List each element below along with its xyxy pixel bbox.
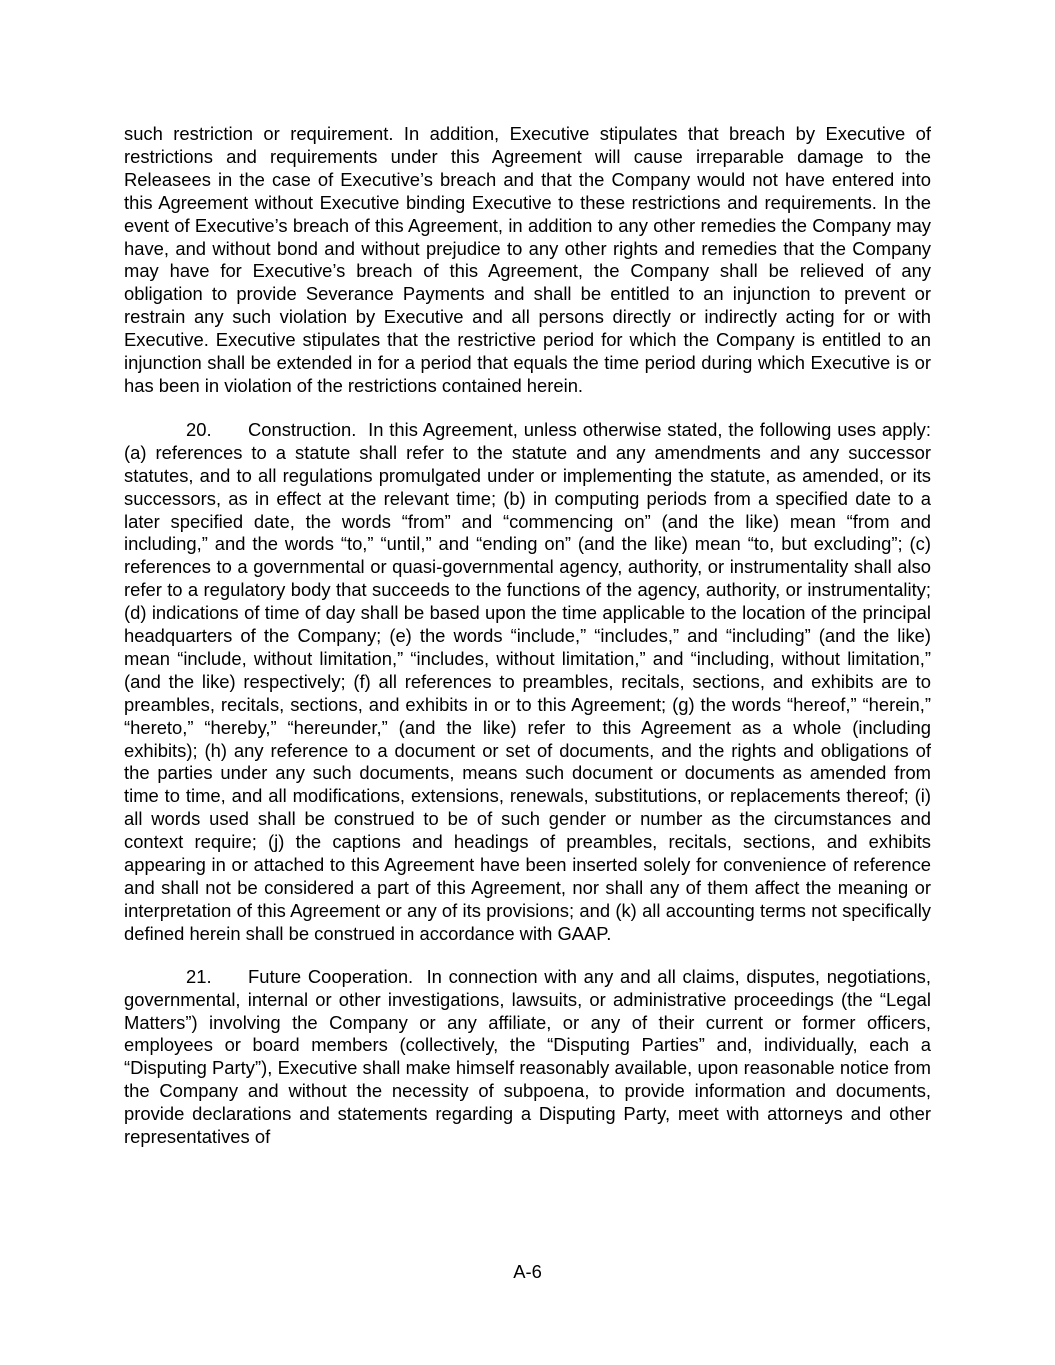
section-20-heading: Construction. <box>248 418 357 440</box>
section-20-number: 20. <box>186 418 212 440</box>
section-21-body: In connection with any and all claims, disputes, negotiations, governmental, internal or other investigations, lawsuits, or administrative proceedings (the “Legal Matters”) involving the Company or any affiliate, or any of their current or former officers, employees or board members (collectively, the “Disputing Parties” and, individually, each a “Disputing Party”), Executive shall make himself reasonably available, upon reasonable notice from the Company and without the necessity of subpoena, to provide information and documents, provide declarations and statements regarding a Disputing Party, meet with attorneys and other representatives of <box>124 965 931 1148</box>
section-21-number: 21. <box>186 965 212 987</box>
page-number: A-6 <box>513 1261 542 1282</box>
section-20-paragraph <box>124 419 931 946</box>
section-21-paragraph <box>124 966 931 1149</box>
carryover-paragraph: such restriction or requirement. In addition, Executive stipulates that breach by Executive of restrictions and requirements under this Agreement will cause irreparable damage to the Releasees in the case of Executive’s breach and that the Company would not have entered into this Agreement without Executive binding Executive to these restrictions and requirements. In the event of Executive’s breach of this Agreement, in addition to any other remedies the Company may have, and without bond and without prejudice to any other rights and remedies that the Company may have for Executive’s breach of this Agreement, the Company shall be relieved of any obligation to provide Severance Payments and shall be entitled to an injunction to prevent or restrain any such violation by Executive and all persons directly or indirectly acting for or with Executive. Executive stipulates that the restrictive period for which the Company is entitled to an injunction shall be extended in for a period that equals the time period during which Executive is or has been in violation of the restrictions contained herein. <box>124 123 931 396</box>
section-20-body: In this Agreement, unless otherwise stated, the following uses apply: (a) references to a statute shall refer to the statute and any amendments and any successor statutes, and to all regulations promulgated under or implementing the statute, as amended, or its successors, as in effect at the relevant time; (b) in computing periods from a specified date to a later specified date, the words “from” and “commencing on” (and the like) mean “from and including,” and the words “to,” “until,” and “ending on” (and the like) mean “to, but excluding”; (c) references to a governmental or quasi-governmental agency, authority, or instrumentality shall also refer to a regulatory body that succeeds to the functions of the agency, authority, or instrumentality; (d) indications of time of day shall be based upon the time applicable to the location of the principal headquarters of the Company; (e) the words “include,” “includes,” and “including” (and the like) mean “include, without limitation,” “includes, without limitation,” and “including, without limitation,” (and the like) respectively; (f) all references to preambles, recitals, sections, and exhibits are to preambles, recitals, sections, and exhibits in or to this Agreement; (g) the words “hereof,” “herein,” “hereto,” “hereby,” “hereunder,” (and the like) refer to this Agreement as a whole (including exhibits); (h) any reference to a document or set of documents, and the rights and obligations of the parties under any such documents, means such document or documents as amended from time to time, and all modifications, extensions, renewals, substitutions, or replacements thereof; (i) all words used shall be construed to be of such gender or number as the circumstances and context require; (j) the captions and headings of preambles, recitals, sections, and exhibits appearing in or attached to this Agreement have been inserted solely for convenience of reference and shall not be considered a part of this Agreement, nor shall any of them affect the meaning or interpretation of this Agreement or any of its provisions; and (k) all accounting terms not specifically defined herein shall be construed in accordance with GAAP. <box>124 418 931 944</box>
section-21-heading: Future Cooperation. <box>248 965 414 987</box>
document-page <box>124 123 931 1169</box>
